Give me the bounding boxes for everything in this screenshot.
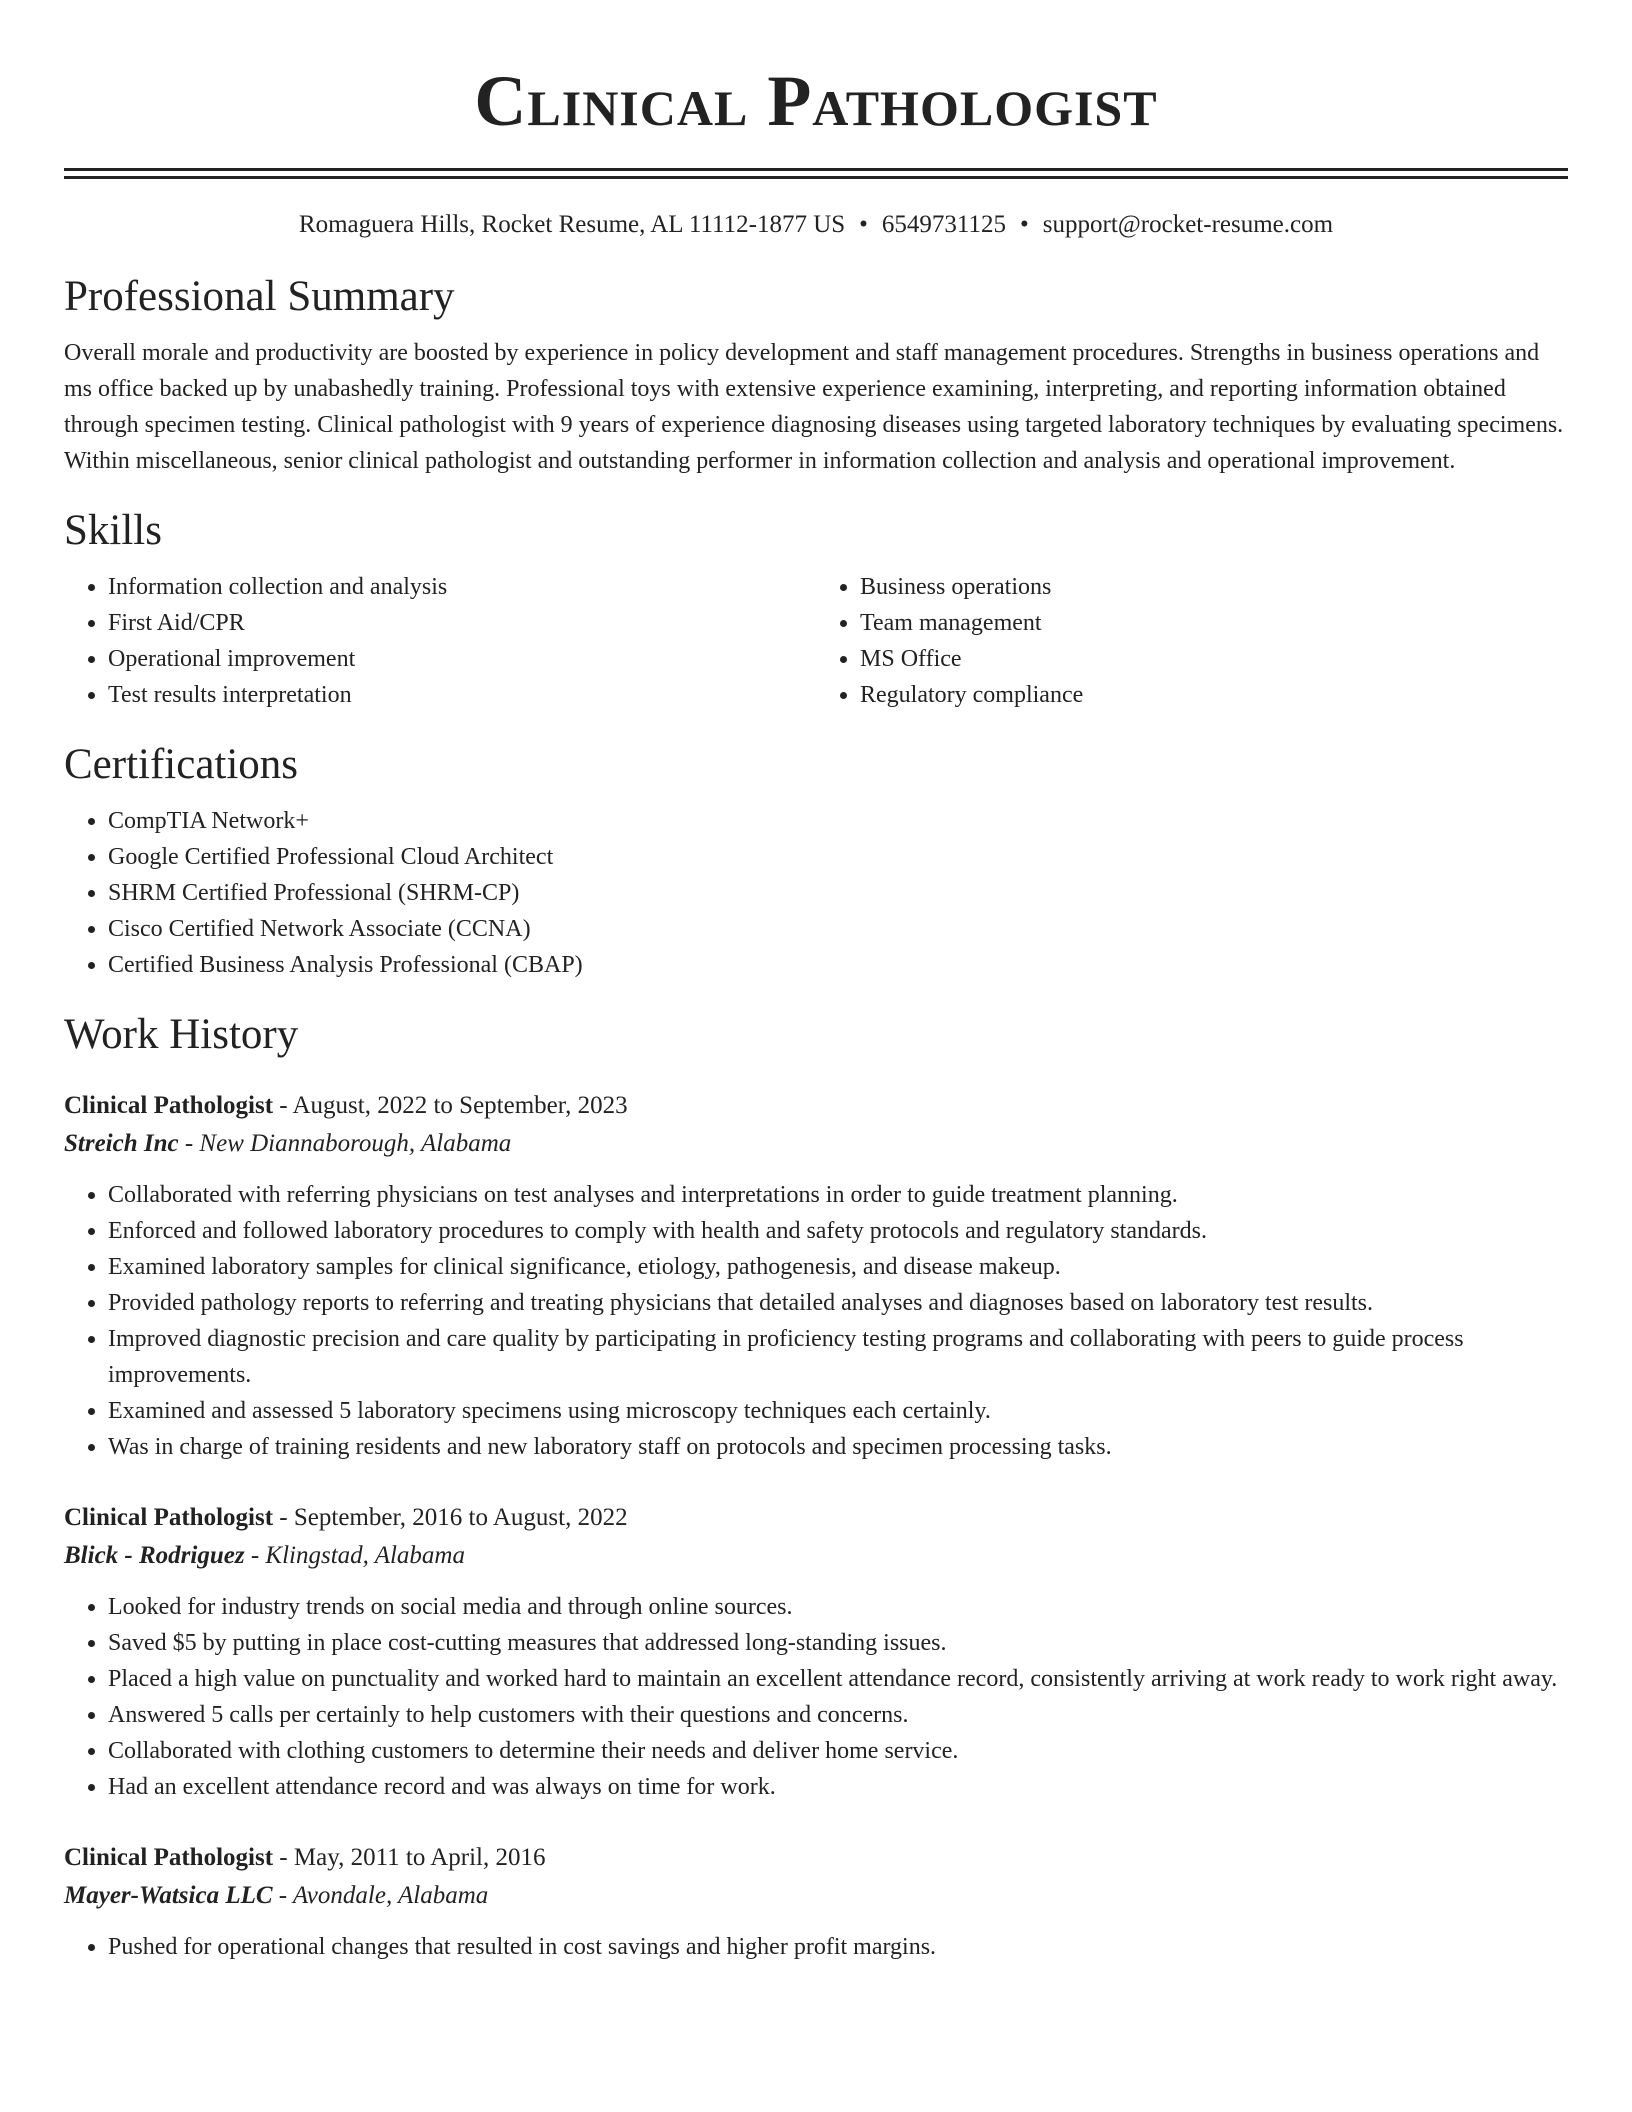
job-bullet: • Improved diagnostic precision and care quality by participating in proficiency testing programs and collaborating with peers to guide process improvements. (108, 1321, 1568, 1393)
job-company: Streich Inc (64, 1130, 179, 1157)
resume-title: Clinical Pathologist (474, 61, 1158, 141)
job-company: Blick - Rodriguez (64, 1542, 245, 1569)
skill-item: • Regulatory compliance (860, 677, 1568, 713)
job-bullet: • Was in charge of training residents and new laboratory staff on protocols and specimen processing tasks. (108, 1429, 1568, 1465)
contact-separator: • (1020, 211, 1029, 238)
certifications-heading: Certifications (64, 741, 299, 788)
job-title: Clinical Pathologist (64, 1092, 274, 1119)
job-bullet: • Saved $5 by putting in place cost-cutting measures that addressed long-standing issues. (108, 1625, 1568, 1661)
job-title-line (64, 1839, 1568, 1877)
skill-item: • Business operations (860, 569, 1568, 605)
skill-item: • First Aid/CPR (108, 605, 816, 641)
contact-phone: 6549731125 (881, 211, 1006, 238)
certifications-list (64, 803, 1568, 983)
certification-item: • SHRM Certified Professional (SHRM-CP) (108, 875, 1568, 911)
job-title: Clinical Pathologist (64, 1504, 274, 1531)
job-bullet: • Examined laboratory samples for clinical significance, etiology, pathogenesis, and disease makeup. (108, 1249, 1568, 1285)
job-company: Mayer-Watsica LLC (64, 1882, 273, 1909)
job-entry (64, 1087, 1568, 1465)
job-location: - Avondale, Alabama (272, 1882, 489, 1909)
job-dates: - September, 2016 to August, 2022 (273, 1504, 628, 1531)
job-bullet: • Looked for industry trends on social media and through online sources. (108, 1589, 1568, 1625)
job-entry (64, 1839, 1568, 1965)
contact-address: Romaguera Hills, Rocket Resume, AL 11112-1877 US (298, 211, 846, 238)
job-title: Clinical Pathologist (64, 1844, 274, 1871)
job-bullet: • Placed a high value on punctuality and worked hard to maintain an excellent attendance record, consistently arriving at work ready to work right away. (108, 1661, 1568, 1697)
job-bullet: • Examined and assessed 5 laboratory specimens using microscopy techniques each certainly. (108, 1393, 1568, 1429)
summary-heading: Professional Summary (64, 273, 455, 320)
skills-list (64, 569, 1568, 713)
skills-heading: Skills (64, 507, 162, 554)
certification-item: • Google Certified Professional Cloud Architect (108, 839, 1568, 875)
skills-column-right (816, 569, 1568, 713)
job-title-line (64, 1087, 1568, 1125)
title-divider (64, 168, 1568, 179)
job-bullets (64, 1589, 1568, 1805)
job-company-line (64, 1125, 1568, 1163)
job-entry (64, 1499, 1568, 1805)
skill-item: • Operational improvement (108, 641, 816, 677)
skill-item: • MS Office (860, 641, 1568, 677)
job-bullet: • Enforced and followed laboratory procedures to comply with health and safety protocols and regulatory standards. (108, 1213, 1568, 1249)
job-bullets (64, 1177, 1568, 1465)
job-bullets (64, 1929, 1568, 1965)
job-bullet: • Had an excellent attendance record and was always on time for work. (108, 1769, 1568, 1805)
skill-item: • Team management (860, 605, 1568, 641)
certification-item: • Certified Business Analysis Professional (CBAP) (108, 947, 1568, 983)
certification-item: • CompTIA Network+ (108, 803, 1568, 839)
summary-text: Overall morale and productivity are boosted by experience in policy development and staff management procedures. Strengths in business operations and ms office backed up by unabashedly training. Professional toys with extensive experience examining, interpreting, and reporting information obtained through specimen testing. Clinical pathologist with 9 years of experience diagnosing diseases using targeted laboratory techniques by evaluating specimens. Within miscellaneous, senior clinical pathologist and outstanding performer in information collection and analysis and operational improvement. (64, 340, 1564, 474)
skill-item: • Information collection and analysis (108, 569, 816, 605)
contact-line (64, 209, 1568, 241)
skills-column-left (64, 569, 816, 713)
contact-separator: • (859, 211, 868, 238)
job-dates: - August, 2022 to September, 2023 (273, 1092, 628, 1119)
skill-item: • Test results interpretation (108, 677, 816, 713)
job-company-line (64, 1877, 1568, 1915)
certification-item: • Cisco Certified Network Associate (CCNA) (108, 911, 1568, 947)
job-bullet: • Collaborated with referring physicians on test analyses and interpretations in order to guide treatment planning. (108, 1177, 1568, 1213)
job-company-line (64, 1537, 1568, 1575)
job-bullet: • Answered 5 calls per certainly to help customers with their questions and concerns. (108, 1697, 1568, 1733)
contact-email: support@rocket-resume.com (1042, 211, 1334, 238)
job-bullet: • Provided pathology reports to referring and treating physicians that detailed analyses and diagnoses based on laboratory test results. (108, 1285, 1568, 1321)
job-bullet: • Pushed for operational changes that resulted in cost savings and higher profit margins. (108, 1929, 1568, 1965)
job-bullet: • Collaborated with clothing customers to determine their needs and deliver home service. (108, 1733, 1568, 1769)
work-history-heading: Work History (64, 1011, 299, 1058)
job-title-line (64, 1499, 1568, 1537)
job-dates: - May, 2011 to April, 2016 (273, 1844, 546, 1871)
job-location: - New Diannaborough, Alabama (178, 1130, 512, 1157)
job-location: - Klingstad, Alabama (244, 1542, 465, 1569)
